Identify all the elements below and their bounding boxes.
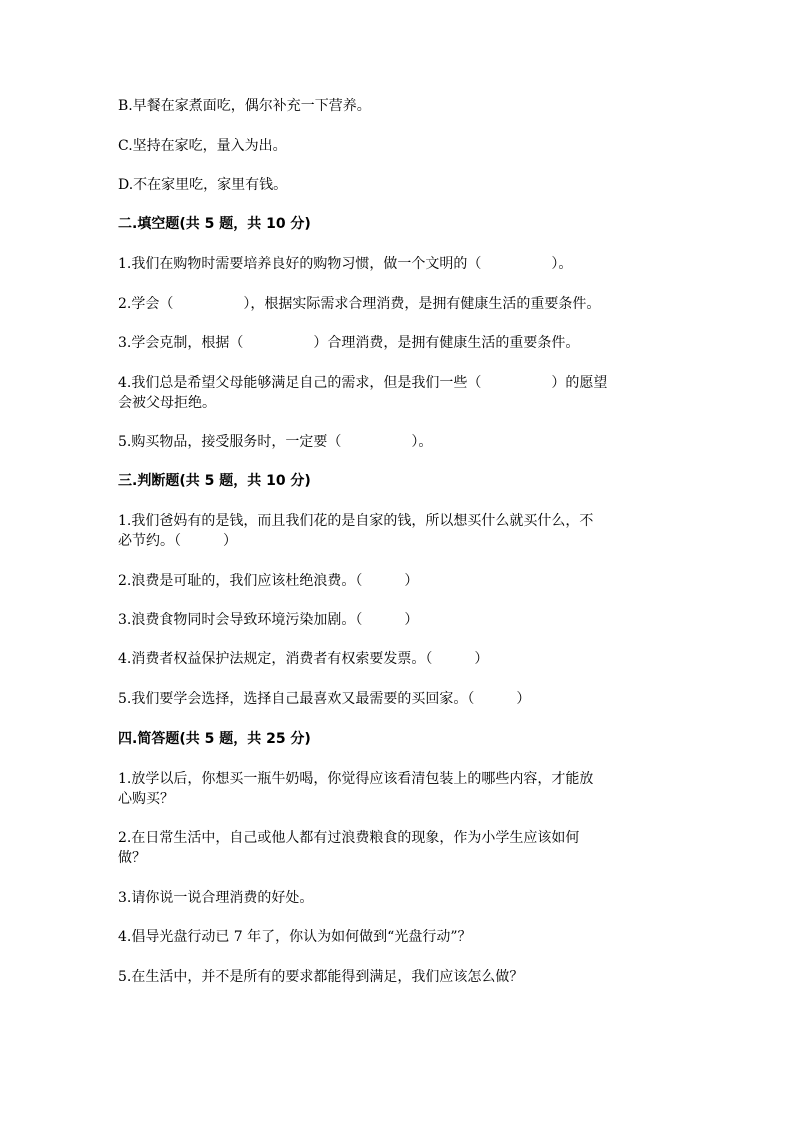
option-d: D.不在家里吃，家里有钱。 <box>118 177 288 193</box>
short-answer-question-4: 4.倡导光盘行动已 7 年了，你认为如何做到“光盘行动”？ <box>118 929 472 945</box>
short-answer-question-1-line-2: 心购买？ <box>118 791 174 807</box>
short-answer-question-5: 5.在生活中，并不是所有的要求都能得到满足，我们应该怎么做？ <box>118 969 524 985</box>
fill-blank-question-3: 3.学会克制，根据（ ）合理消费，是拥有健康生活的重要条件。 <box>118 335 580 351</box>
true-false-question-1-line-1: 1.我们爸妈有的是钱，而且我们花的是自家的钱，所以想买什么就买什么，不 <box>118 513 594 529</box>
true-false-question-3: 3.浪费食物同时会导致环境污染加剧。（ ） <box>118 612 419 628</box>
short-answer-question-3: 3.请你说一说合理消费的好处。 <box>118 890 314 906</box>
true-false-question-4: 4.消费者权益保护法规定，消费者有权索要发票。（ ） <box>118 651 489 667</box>
fill-blank-question-4-line-1: 4.我们总是希望父母能够满足自己的需求，但是我们一些（ ）的愿望 <box>118 375 608 391</box>
fill-blank-question-1: 1.我们在购物时需要培养良好的购物习惯，做一个文明的（ ）。 <box>118 256 573 272</box>
short-answer-question-2-line-2: 做？ <box>118 850 146 866</box>
true-false-question-2: 2.浪费是可耻的，我们应该杜绝浪费。（ ） <box>118 573 419 589</box>
section-heading-true-false: 三.判断题(共 5 题，共 10 分) <box>118 473 311 489</box>
fill-blank-question-5: 5.购买物品，接受服务时，一定要（ ）。 <box>118 434 433 450</box>
true-false-question-5: 5.我们要学会选择，选择自己最喜欢又最需要的买回家。（ ） <box>118 691 531 707</box>
fill-blank-question-4-line-2: 会被父母拒绝。 <box>118 395 216 411</box>
option-b: B.早餐在家煮面吃，偶尔补充一下营养。 <box>118 98 371 114</box>
option-c: C.坚持在家吃，量入为出。 <box>118 138 287 154</box>
short-answer-question-1-line-1: 1.放学以后，你想买一瓶牛奶喝，你觉得应该看清包装上的哪些内容，才能放 <box>118 771 594 787</box>
short-answer-question-2-line-1: 2.在日常生活中，自己或他人都有过浪费粮食的现象，作为小学生应该如何 <box>118 830 580 846</box>
section-heading-short-answer: 四.简答题(共 5 题，共 25 分) <box>118 731 311 747</box>
section-heading-fill-blank: 二.填空题(共 5 题，共 10 分) <box>118 216 311 232</box>
fill-blank-question-2: 2.学会（ ），根据实际需求合理消费，是拥有健康生活的重要条件。 <box>118 296 601 312</box>
true-false-question-1-line-2: 必节约。（ ） <box>118 533 237 549</box>
